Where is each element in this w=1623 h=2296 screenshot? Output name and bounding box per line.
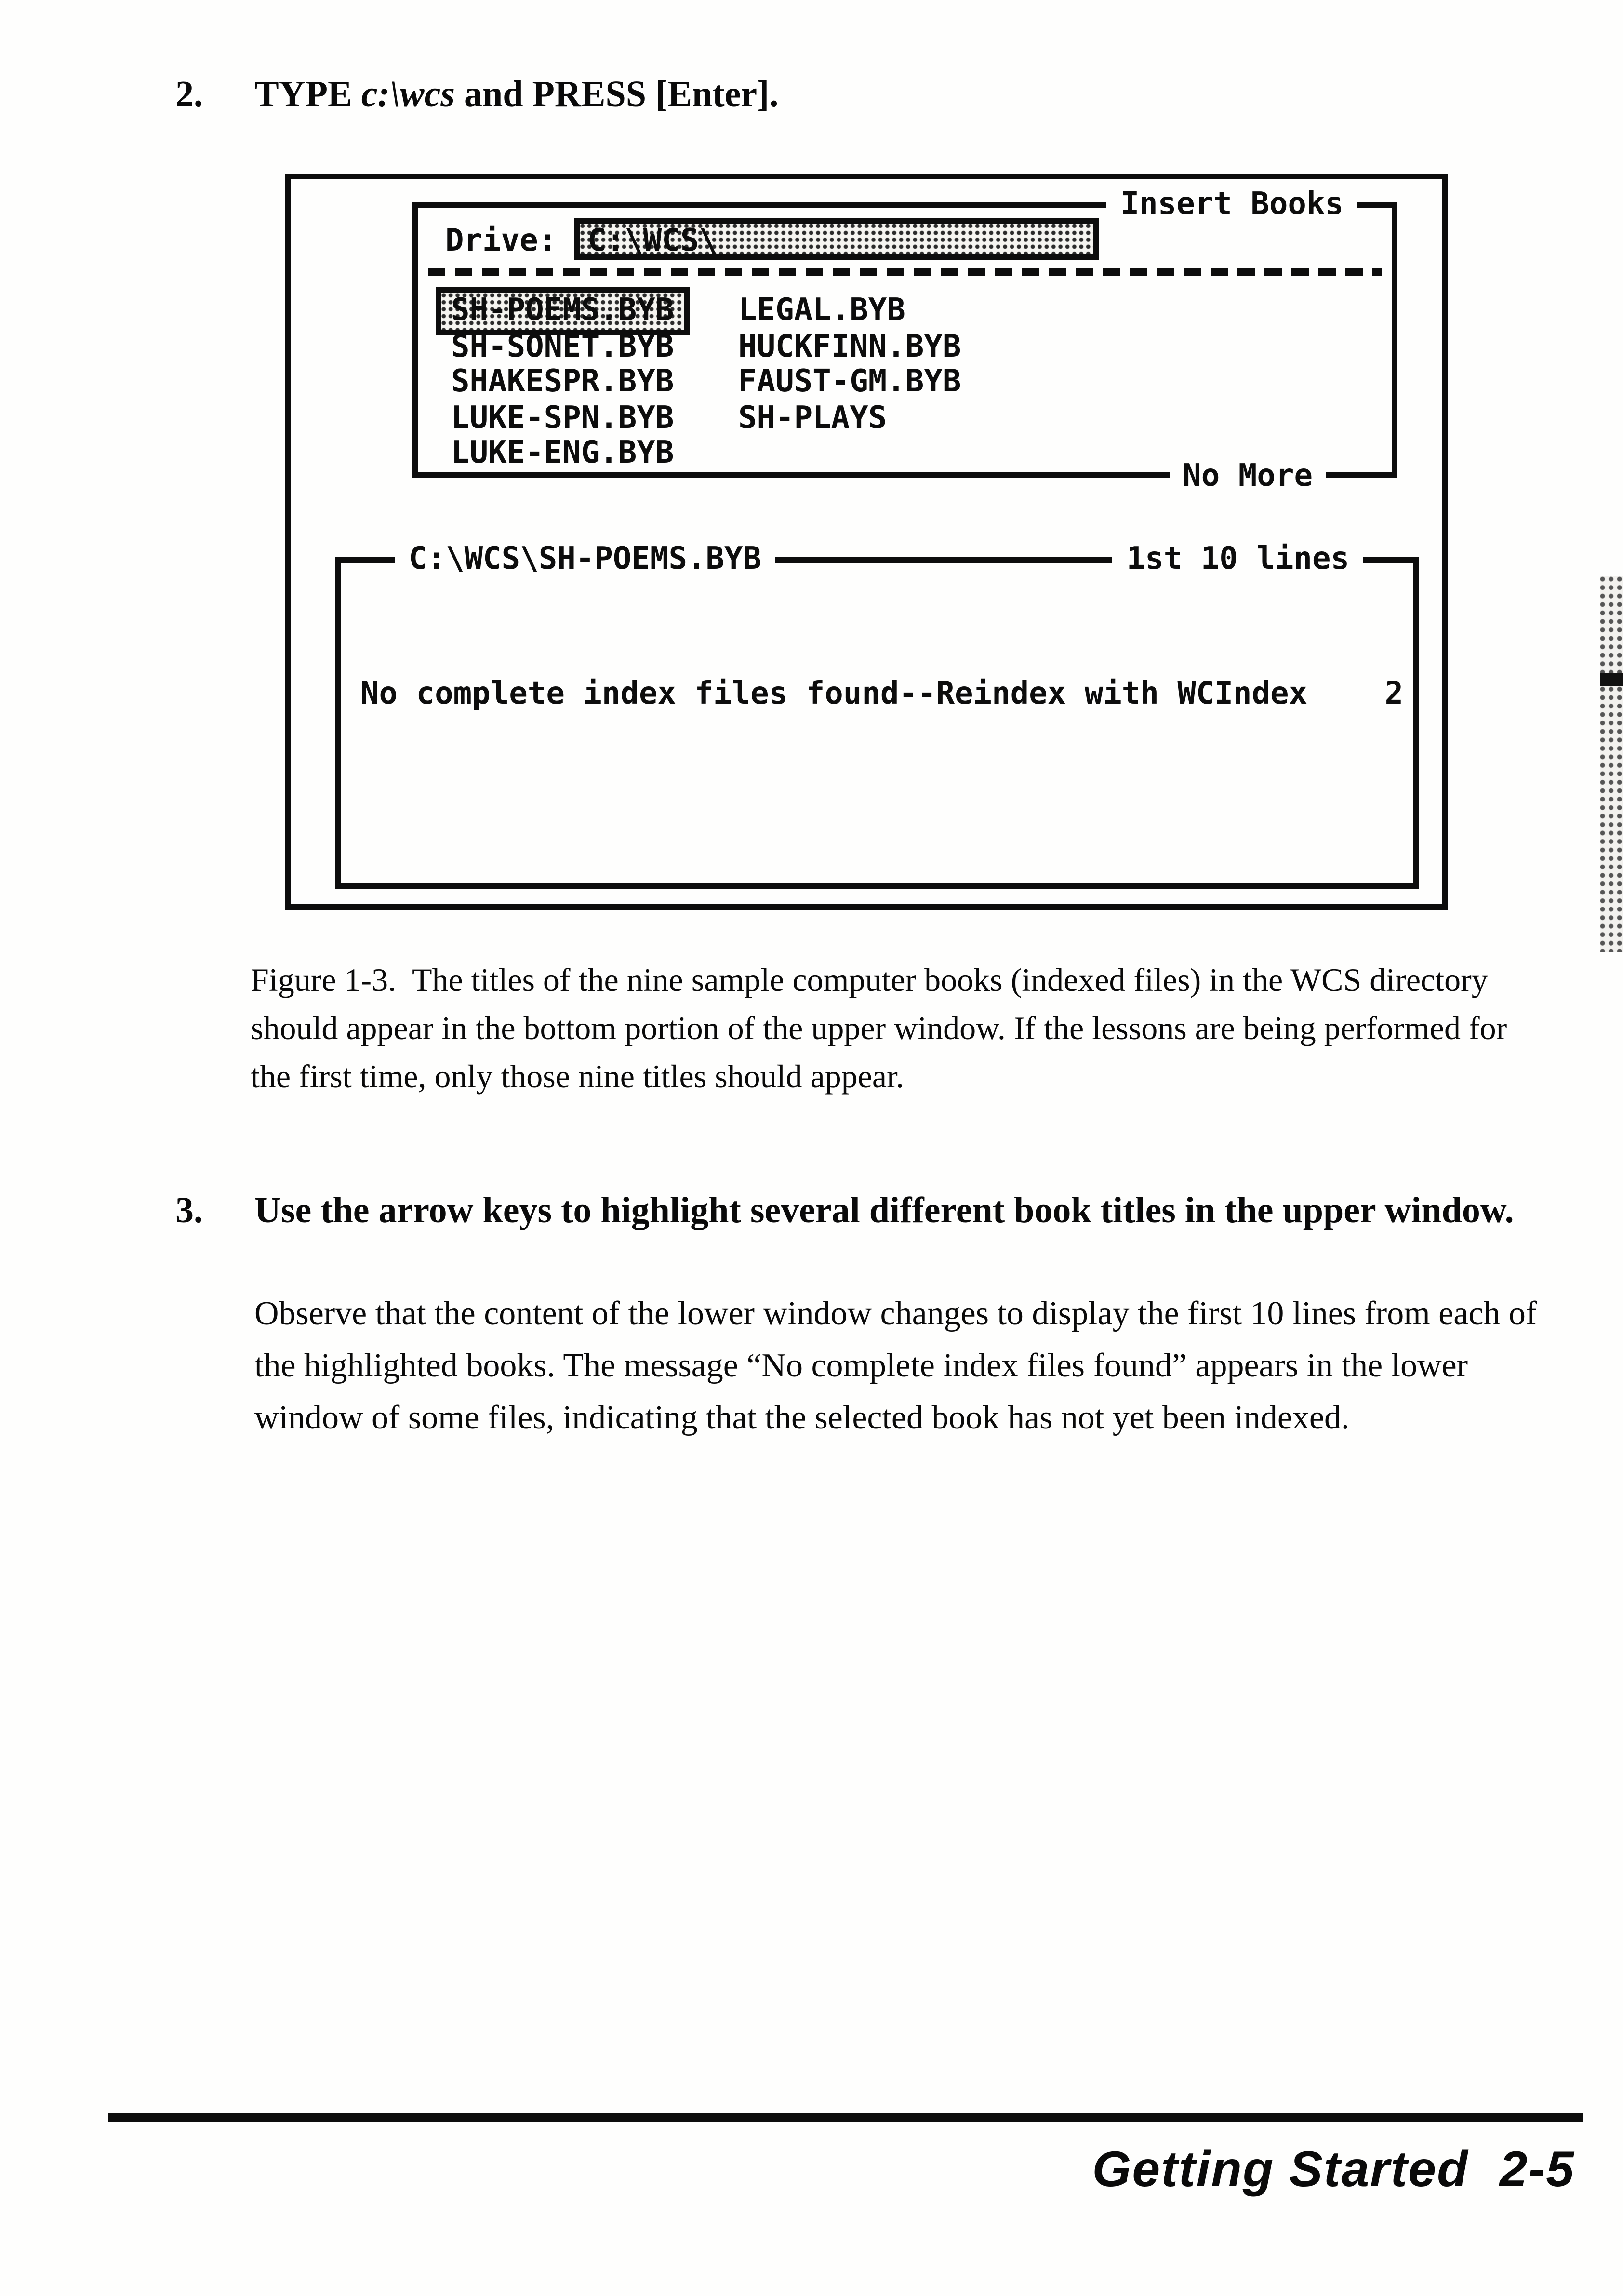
step-text: Use the arrow keys to highlight several different book titles in the upper window. [254,1191,1514,1232]
page-indicator: 2 [1384,675,1403,711]
drive-row [445,218,1098,260]
footer-rule [108,2113,1583,2122]
file-item[interactable]: HUCKFINN.BYB [738,327,961,363]
footer-section-title: Getting Started [1092,2140,1469,2198]
file-item[interactable]: SH-SONET.BYB [451,327,674,363]
step-text [254,69,1527,121]
separator-dashed [428,268,1382,276]
drive-input[interactable] [574,218,1098,260]
step-text-prefix: TYPE [254,75,361,116]
file-item[interactable]: LUKE-ENG.BYB [451,434,674,470]
file-item[interactable]: SHAKESPR.BYB [451,362,674,399]
preview-window [335,540,1419,889]
step-2-heading [175,0,1623,121]
preview-message: No complete index files found--Reindex with WCIndex [360,675,1308,711]
file-item[interactable]: SH-PLAYS [738,398,887,435]
file-item-selected[interactable]: SH-POEMS.BYB [451,287,689,334]
file-list-column-1 [451,293,689,471]
file-item[interactable]: LUKE-SPN.BYB [451,398,674,435]
window-title: Insert Books [1107,185,1357,224]
body-paragraph: Observe that the content of the lower window changes to display the first 10 lines from each of the highlighted books. The message “No complete index files found” appears in the lower window of some files, indicating that the selected book has not yet been indexed. [254,1294,1537,1436]
drive-label: Drive: [445,221,557,257]
drive-value: C:\WCS\ [587,221,718,257]
step-number: 2. [175,75,203,116]
step-number: 3. [175,1191,203,1232]
page-edge-marker [1600,673,1623,686]
page-edge-tab [1600,576,1623,952]
command-text: c:\wcs [361,75,455,116]
caption-text: The titles of the nine sample computer books (indexed files) in the WCS directory should appear in the bottom portion of the upper window. If the lessons are being performed for the first time, only those nine titles should appear. [251,962,1507,1095]
caption-label: Figure 1-3. [251,962,397,999]
preview-message-row [341,675,1413,713]
footer-page-number: 2-5 [1499,2140,1575,2198]
file-list-column-2 [738,293,961,436]
dos-screenshot-figure [285,174,1623,910]
dos-screen [285,174,1448,910]
insert-books-window [412,185,1397,494]
preview-title: C:\WCS\SH-POEMS.BYB [395,540,775,578]
page-footer [1092,2140,1575,2200]
file-item[interactable]: LEGAL.BYB [738,291,905,328]
step-text-suffix: and PRESS [Enter]. [454,75,779,116]
figure-caption [251,956,1527,1101]
no-more-label: No More [1169,457,1326,495]
preview-subtitle: 1st 10 lines [1113,540,1363,578]
file-item[interactable]: FAUST-GM.BYB [738,362,961,399]
step-3-heading [175,1186,1623,1238]
